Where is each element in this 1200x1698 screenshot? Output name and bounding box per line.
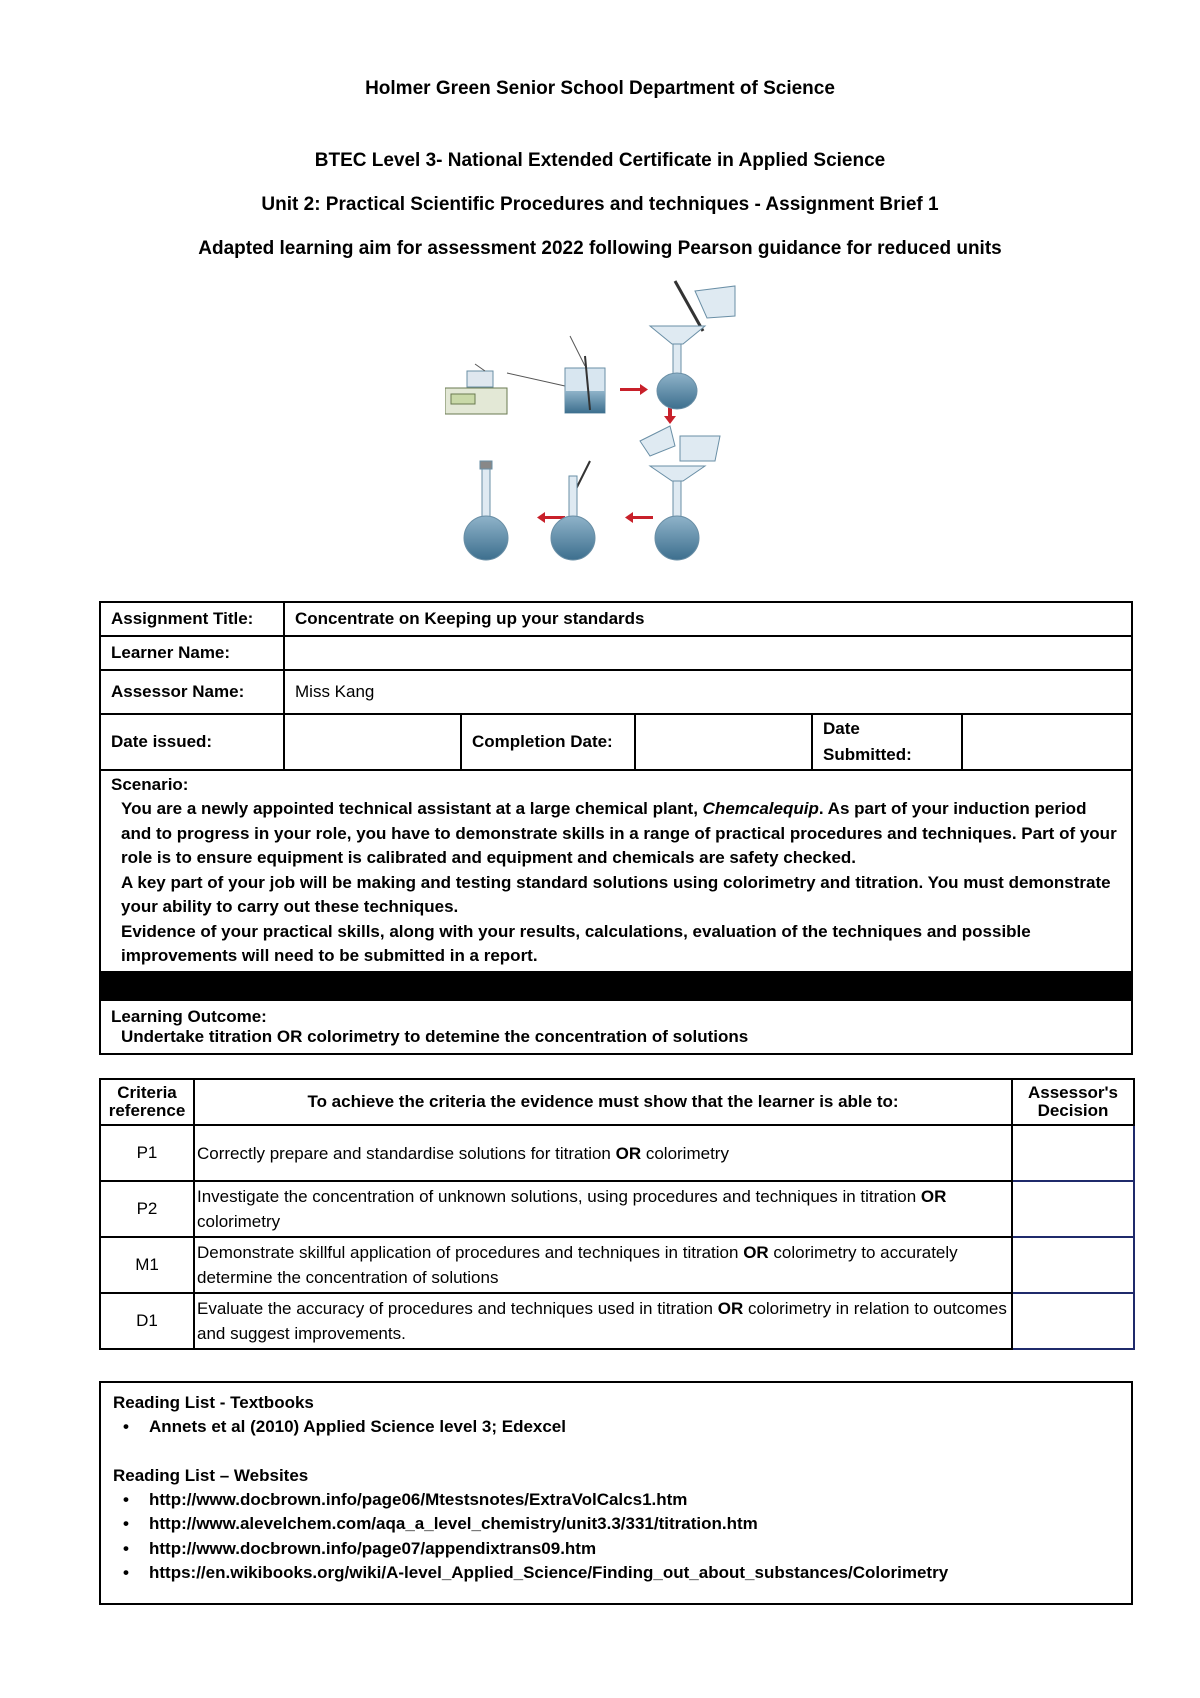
assignment-title-label: Assignment Title: bbox=[100, 602, 284, 636]
completion-date-label: Completion Date: bbox=[461, 714, 635, 770]
criteria-reference-header: Criteria reference bbox=[100, 1079, 194, 1125]
unit-heading: Unit 2: Practical Scientific Procedures and techniques - Assignment Brief 1 bbox=[261, 194, 939, 215]
website-link[interactable]: • https://en.wikibooks.org/wiki/A-level_Applied_Science/Finding_out_about_substances/Colorimetry bbox=[149, 1561, 1119, 1586]
criteria-ref: P1 bbox=[100, 1125, 194, 1181]
course-heading: BTEC Level 3- National Extended Certificate in Applied Science bbox=[314, 150, 886, 171]
assessor-name-value: Miss Kang bbox=[284, 670, 1132, 714]
assessor-decision-cell[interactable] bbox=[1012, 1181, 1134, 1237]
reading-list-box bbox=[99, 1381, 1133, 1605]
company-name: Chemcalequip bbox=[702, 799, 819, 818]
divider-bar bbox=[100, 972, 1132, 1000]
websites-list bbox=[113, 1488, 1119, 1586]
assignment-details-table bbox=[99, 601, 1133, 1055]
learner-name-field[interactable] bbox=[284, 636, 1132, 670]
assessor-name-label: Assessor Name: bbox=[100, 670, 284, 714]
school-heading: Holmer Green Senior School Department of Science bbox=[365, 78, 835, 99]
learning-outcome-section bbox=[100, 1000, 1132, 1054]
learning-outcome-label: Learning Outcome: bbox=[111, 1006, 267, 1026]
scenario-label: Scenario: bbox=[111, 775, 189, 794]
websites-heading: Reading List – Websites bbox=[113, 1465, 309, 1485]
titration-apparatus-diagram bbox=[445, 276, 765, 586]
criteria-ref: P2 bbox=[100, 1181, 194, 1237]
assessor-decision-cell[interactable] bbox=[1012, 1237, 1134, 1293]
criteria-description: Demonstrate skillful application of procedures and techniques in titration OR colorimetry to accurately determine the concentration of solutions bbox=[194, 1237, 1012, 1293]
criteria-row bbox=[100, 1125, 1134, 1181]
learning-outcome-text: Undertake titration OR colorimetry to detemine the concentration of solutions bbox=[121, 1026, 749, 1046]
date-submitted-field[interactable] bbox=[962, 714, 1132, 770]
criteria-ref: M1 bbox=[100, 1237, 194, 1293]
assignment-title-value: Concentrate on Keeping up your standards bbox=[284, 602, 1132, 636]
aim-heading: Adapted learning aim for assessment 2022 following Pearson guidance for reduced units bbox=[198, 238, 1002, 259]
criteria-ref: D1 bbox=[100, 1293, 194, 1349]
assessor-decision-cell[interactable] bbox=[1012, 1125, 1134, 1181]
completion-date-field[interactable] bbox=[635, 714, 812, 770]
textbooks-heading: Reading List - Textbooks bbox=[113, 1393, 314, 1412]
list-item: • Annets et al (2010) Applied Science level 3; Edexcel bbox=[149, 1415, 1119, 1440]
learner-name-label: Learner Name: bbox=[100, 636, 284, 670]
website-link[interactable]: • http://www.alevelchem.com/aqa_a_level_chemistry/unit3.3/331/titration.htm bbox=[149, 1512, 1119, 1537]
scenario-paragraph-1: You are a newly appointed technical assistant at a large chemical plant, Chemcalequip. As part of your induction period and to progress in your role, you have to demonstrate skills in a range of practical procedures and techniques. Part of your role is to ensure equipment is calibrated and equipment and chemicals are safety checked. bbox=[121, 799, 1117, 867]
date-submitted-label: Date Submitted: bbox=[812, 714, 962, 770]
date-issued-field[interactable] bbox=[284, 714, 461, 770]
evidence-header: To achieve the criteria the evidence must show that the learner is able to: bbox=[194, 1079, 1012, 1125]
scenario-paragraph-2: A key part of your job will be making and testing standard solutions using colorimetry and titration. You must demonstrate your ability to carry out these techniques. bbox=[121, 872, 1111, 916]
assessor-decision-cell[interactable] bbox=[1012, 1293, 1134, 1349]
scenario-section bbox=[100, 770, 1132, 972]
website-link[interactable]: • http://www.docbrown.info/page07/appendixtrans09.htm bbox=[149, 1537, 1119, 1562]
criteria-table bbox=[99, 1078, 1135, 1350]
date-issued-label: Date issued: bbox=[100, 714, 284, 770]
website-link[interactable]: • http://www.docbrown.info/page06/Mtestsnotes/ExtraVolCalcs1.htm bbox=[149, 1488, 1119, 1513]
scenario-paragraph-3: Evidence of your practical skills, along with your results, calculations, evaluation of the techniques and possible improvements will need to be submitted in a report. bbox=[121, 921, 1031, 965]
textbooks-list bbox=[113, 1415, 1119, 1440]
criteria-row bbox=[100, 1237, 1134, 1293]
criteria-description: Investigate the concentration of unknown solutions, using procedures and techniques in titration OR colorimetry bbox=[194, 1181, 1012, 1237]
criteria-row bbox=[100, 1181, 1134, 1237]
assessor-decision-header: Assessor's Decision bbox=[1012, 1079, 1134, 1125]
criteria-row bbox=[100, 1293, 1134, 1349]
criteria-description: Correctly prepare and standardise solutions for titration OR colorimetry bbox=[194, 1125, 1012, 1181]
criteria-description: Evaluate the accuracy of procedures and techniques used in titration OR colorimetry in relation to outcomes and suggest improvements. bbox=[194, 1293, 1012, 1349]
